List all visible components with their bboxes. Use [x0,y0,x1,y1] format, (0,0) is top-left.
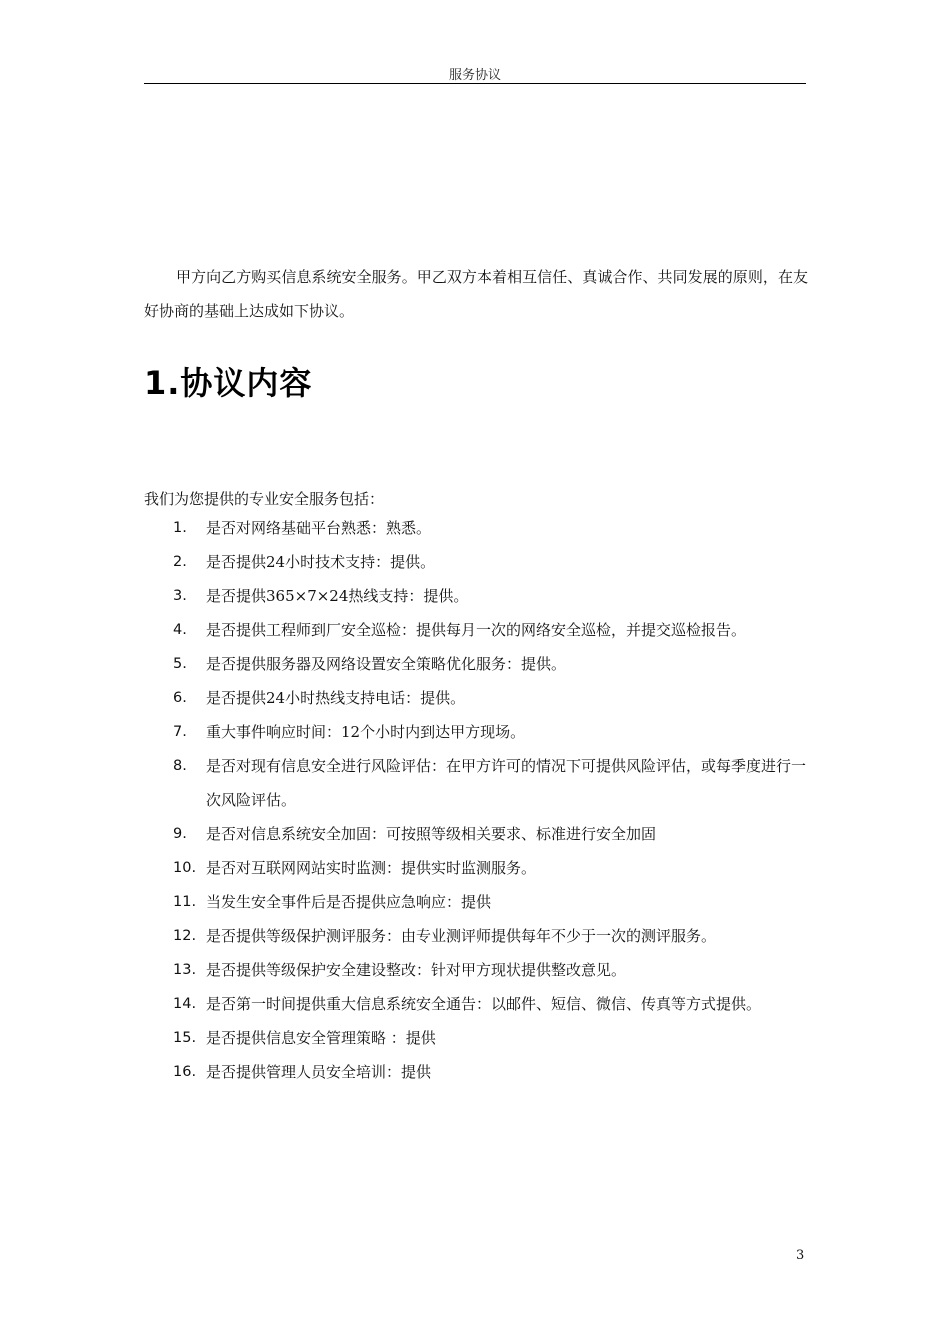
list-item [144,885,812,919]
list-item-text: 重大事件响应时间：12个小时内到达甲方现场。 [206,723,526,741]
list-item-number: 9. [173,826,187,842]
list-item [144,987,812,1021]
list-item-text: 是否提供信息安全管理策略 ：提供 [206,1029,436,1047]
list-item-text: 是否提供服务器及网络设置安全策略优化服务：提供。 [206,655,567,673]
list-item-number: 14. [173,996,197,1012]
list-item-number: 7. [173,724,187,740]
list-item-number: 15. [173,1030,197,1046]
list-item-number: 6. [173,690,187,706]
list-item [144,749,812,817]
list-item-number: 11. [173,894,197,910]
list-item [144,817,812,851]
list-item [144,545,812,579]
list-item-number: 10. [173,860,197,876]
list-item-text: 是否提供24小时热线支持电话：提供。 [206,689,466,707]
list-item-number: 4. [173,622,187,638]
list-item-text: 是否提供365×7×24热线支持：提供。 [206,587,469,605]
list-item [144,579,812,613]
list-item-text: 是否提供等级保护测评服务：由专业测评师提供每年不少于一次的测评服务。 [206,927,717,945]
list-item [144,613,812,647]
section-heading: 1.协议内容 [144,364,313,402]
running-header: 服务协议 [448,68,501,83]
list-item-text: 是否对信息系统安全加固：可按照等级相关要求、标准进行安全加固 [206,825,657,843]
list-item-text: 是否第一时间提供重大信息系统安全通告：以邮件、短信、微信、传真等方式提供。 [206,995,762,1013]
header-rule [144,83,806,84]
list-item [144,953,812,987]
list-item-number: 16. [173,1064,197,1080]
list-item [144,715,812,749]
list-item-number: 1. [173,520,187,536]
list-item-number: 8. [173,758,187,774]
list-item [144,1055,812,1089]
list-intro: 我们为您提供的专业安全服务包括： [144,490,385,508]
list-item-text: 是否提供管理人员安全培训：提供 [206,1063,432,1081]
list-item-text: 是否提供工程师到厂安全巡检：提供每月一次的网络安全巡检，并提交巡检报告。 [206,621,747,639]
list-item [144,851,812,885]
page-number: 3 [796,1248,805,1263]
list-item [144,647,812,681]
list-item [144,919,812,953]
service-list [144,511,812,1089]
list-item-text: 是否提供24小时技术支持：提供。 [206,553,436,571]
list-item [144,511,812,545]
list-item-number: 13. [173,962,197,978]
intro-paragraph: 甲方向乙方购买信息系统安全服务。甲乙双方本着相互信任、真诚合作、共同发展的原则，在友好协商的基础上达成如下协议。 [144,268,808,320]
list-item [144,1021,812,1055]
list-item-text: 当发生安全事件后是否提供应急响应：提供 [206,893,492,911]
list-item-text: 是否对网络基础平台熟悉：熟悉。 [206,519,432,537]
list-item-number: 12. [173,928,197,944]
list-item-text: 是否提供等级保护安全建设整改：针对甲方现状提供整改意见。 [206,961,627,979]
list-item-number: 2. [173,554,187,570]
list-item-number: 5. [173,656,187,672]
list-item-text: 是否对互联网网站实时监测：提供实时监测服务。 [206,859,537,877]
list-item-text: 是否对现有信息安全进行风险评估：在甲方许可的情况下可提供风险评估，或每季度进行一次风险评估。 [206,757,807,809]
list-item [144,681,812,715]
list-item-number: 3. [173,588,187,604]
